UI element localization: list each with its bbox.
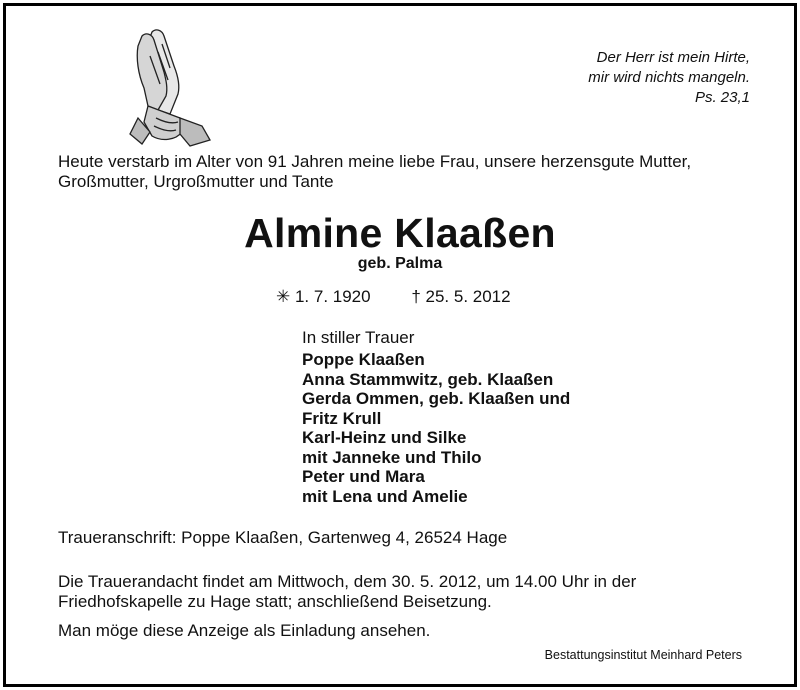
intro-line-1: Heute verstarb im Alter von 91 Jahren meine liebe Frau, unsere herzensgute Mutter, <box>58 152 692 171</box>
intro-text <box>58 152 748 192</box>
mourner-name: Poppe Klaaßen <box>302 350 425 369</box>
deceased-name: Almine Klaaßen <box>244 210 556 256</box>
mourner-name: Peter und Mara <box>302 467 425 486</box>
birth-name: geb. Palma <box>357 255 443 272</box>
psalm-line-1: Der Herr ist mein Hirte, <box>596 49 750 66</box>
service-line-1: Die Trauerandacht findet am Mittwoch, dem 30. 5. 2012, um 14.00 Uhr in der <box>58 572 637 591</box>
invitation-note: Man möge diese Anzeige als Einladung ansehen. <box>58 621 431 640</box>
mourners-list <box>302 350 570 506</box>
service-line-2: Friedhofskapelle zu Hage statt; anschließend Beisetzung. <box>58 592 492 611</box>
mourner-name: mit Lena und Amelie <box>302 486 468 506</box>
psalm-line-2: mir wird nichts mangeln. <box>588 69 750 86</box>
mourner-name: Fritz Krull <box>302 408 382 428</box>
death-date: † 25. 5. 2012 <box>411 287 511 306</box>
undertaker-name: Bestattungsinstitut Meinhard Peters <box>544 648 742 662</box>
life-dates <box>276 287 511 307</box>
service-announcement <box>58 572 744 612</box>
mourning-heading: In stiller Trauer <box>302 328 415 347</box>
mourner-name: Karl-Heinz und Silke <box>302 428 467 447</box>
birth-date: ✳ 1. 7. 1920 <box>276 287 371 306</box>
intro-line-2: Großmutter, Urgroßmutter und Tante <box>58 172 334 191</box>
mourner-name: mit Janneke und Thilo <box>302 447 482 467</box>
psalm-quote <box>588 48 750 108</box>
psalm-reference: Ps. 23,1 <box>694 89 750 106</box>
mourning-address: Traueranschrift: Poppe Klaaßen, Gartenweg 4, 26524 Hage <box>58 528 508 547</box>
mourner-name: Anna Stammwitz, geb. Klaaßen <box>302 369 554 389</box>
praying-hands-icon <box>118 22 228 150</box>
mourner-name: Gerda Ommen, geb. Klaaßen und <box>302 389 571 408</box>
